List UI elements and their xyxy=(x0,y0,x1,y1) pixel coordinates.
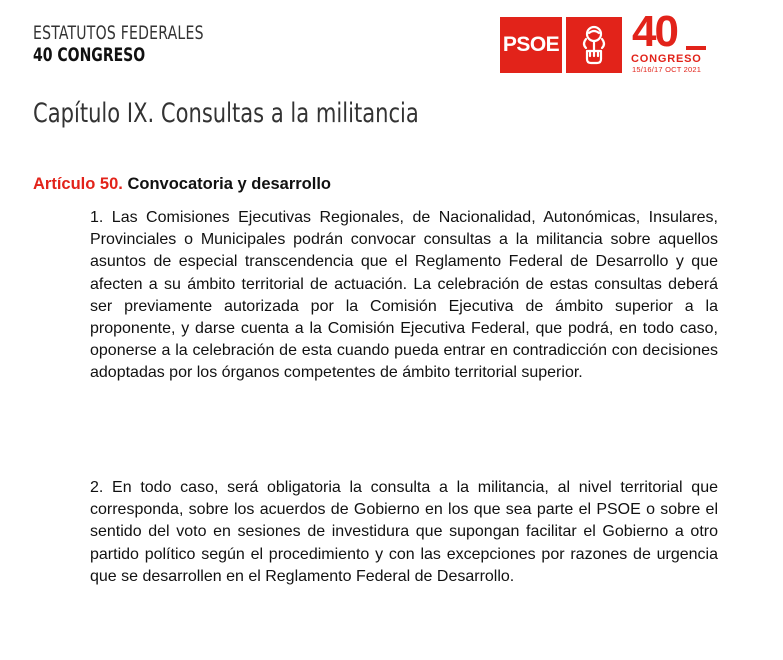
psoe-congress-logo xyxy=(500,7,710,76)
congress-underline xyxy=(686,46,706,50)
paragraph-2: 2. En todo caso, será obligatoria la consulta a la militancia, al nivel territorial que corresponda, sobre los acuerdos de Gobierno en los que sea parte el PSOE o sobre el sentido del voto en sesiones de investidura que supongan facilitar el Gobierno a otro partido político según el procedimiento y con las excepciones por razones de urgencia que se desarrollen en el Reglamento Federal de Desarrollo. xyxy=(90,479,718,585)
article-number: Artículo 50. xyxy=(33,175,123,193)
header-line-2: 40 CONGRESO xyxy=(33,44,146,66)
paragraph-1: 1. Las Comisiones Ejecutivas Regionales, de Nacionalidad, Autonómicas, Insulares, Provinciales o Municipales podrán convocar consultas a la militancia sobre aquellos asuntos de especial transcendencia que el Reglamento Federal de Desarrollo y que afecten a su ámbito territorial de actuación. La celebración de estas consultas deberá ser previamente autorizada por la Comisión Ejecutiva de ámbito superior a la proponente, y darse cuenta a la Comisión Ejecutiva Federal, que podrá, en todo caso, oponerse a la celebración de esta cuando pueda entrar en contradicción con decisiones adoptadas por los órganos competentes de ámbito territorial superior. xyxy=(90,209,718,382)
header-line-1: ESTATUTOS FEDERALES xyxy=(33,22,204,44)
psoe-rose-fist-icon xyxy=(566,17,622,73)
congress-number: 40 xyxy=(632,7,677,56)
congress-badge xyxy=(628,7,712,76)
congress-word: CONGRESO xyxy=(631,53,702,65)
article-title: Convocatoria y desarrollo xyxy=(127,175,332,193)
document-header xyxy=(33,22,241,66)
psoe-logo-box xyxy=(500,17,562,73)
psoe-logo-text: PSOE xyxy=(502,33,560,56)
chapter-title: Capítulo IX. Consultas a la militancia xyxy=(33,98,419,129)
article-heading xyxy=(33,175,331,194)
congress-dates: 15/16/17 OCT 2021 xyxy=(632,65,702,74)
